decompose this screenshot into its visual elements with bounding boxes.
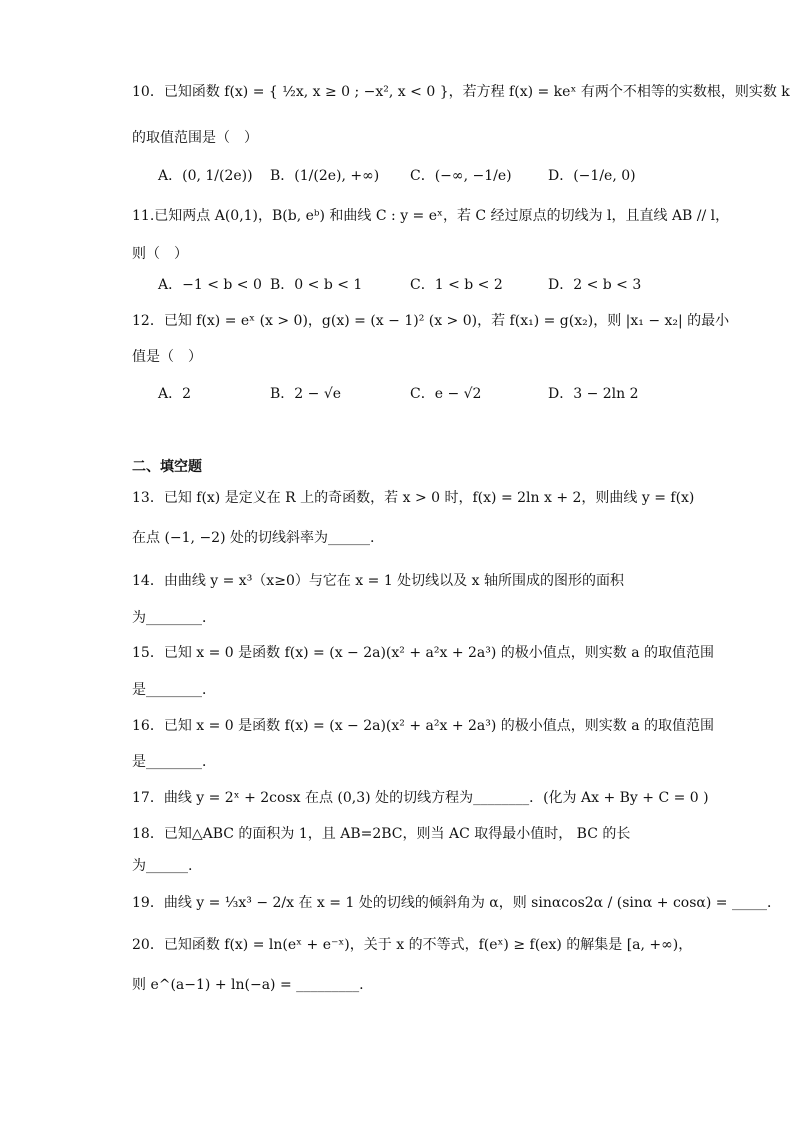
q10-option-a: A．(0, 1/(2e)) bbox=[158, 168, 253, 184]
q19-stem: 19．曲线 y = ⅓x³ − 2/x 在 x = 1 处的切线的倾斜角为 α，则 sinαcos2α / (sinα + cosα) = _____． bbox=[132, 895, 781, 911]
q13-stem: 13．已知 f(x) 是定义在 R 上的奇函数，若 x > 0 时，f(x) = 2ln x + 2，则曲线 y = f(x) bbox=[132, 490, 695, 506]
q14-stem-cont: 为________． bbox=[132, 610, 216, 626]
q15-stem-cont: 是________． bbox=[132, 682, 216, 698]
section-title: 二、填空题 bbox=[132, 459, 202, 475]
q18-stem-cont: 为______. bbox=[132, 858, 193, 874]
q10-option-d: D．(−1/e, 0) bbox=[548, 168, 636, 184]
q11-stem: 11.已知两点 A(0,1)，B(b, eᵇ) 和曲线 C : y = eˣ，若 C 经过原点的切线为 l，且直线 AB // l， bbox=[132, 208, 730, 224]
q20-stem-cont: 则 e^(a−1) + ln(−a) = _________. bbox=[132, 977, 364, 993]
q12-option-a: A．2 bbox=[158, 386, 192, 402]
q12-stem: 12．已知 f(x) = eˣ (x > 0)，g(x) = (x − 1)² (x > 0)，若 f(x₁) = g(x₂)，则 |x₁ − x₂| 的最小 bbox=[132, 313, 730, 329]
q12-option-b: B．2 − √e bbox=[270, 386, 342, 402]
q15-stem: 15．已知 x = 0 是函数 f(x) = (x − 2a)(x² + a²x + 2a³) 的极小值点，则实数 a 的取值范围 bbox=[132, 645, 715, 661]
q14-stem: 14．由曲线 y = x³（x≥0）与它在 x = 1 处切线以及 x 轴所围成的图形的面积 bbox=[132, 573, 624, 589]
q18-stem: 18．已知△ABC 的面积为 1，且 AB=2BC，则当 AC 取得最小值时， BC 的长 bbox=[132, 826, 631, 842]
q12-option-c: C．e − √2 bbox=[410, 386, 482, 402]
q11-option-c: C．1 < b < 2 bbox=[410, 277, 503, 293]
q12-stem-cont: 值是（ ） bbox=[132, 349, 202, 365]
q10-option-c: C．(−∞, −1/e) bbox=[410, 168, 512, 184]
q17-stem: 17．曲线 y = 2ˣ + 2cosx 在点 (0,3) 处的切线方程为________．(化为 Ax + By + C = 0 ) bbox=[132, 790, 709, 806]
q12-option-d: D．3 − 2ln 2 bbox=[548, 386, 639, 402]
q16-stem-cont: 是________． bbox=[132, 754, 216, 770]
q13-stem-cont: 在点 (−1, −2) 处的切线斜率为______. bbox=[132, 530, 375, 546]
q10-stem: 10．已知函数 f(x) = { ½x, x ≥ 0 ; −x², x < 0 }，若方程 f(x) = keˣ 有两个不相等的实数根，则实数 k bbox=[132, 84, 790, 100]
q11-option-a: A．−1 < b < 0 bbox=[158, 277, 262, 293]
q11-stem-cont: 则（ ） bbox=[132, 246, 188, 262]
q16-stem: 16．已知 x = 0 是函数 f(x) = (x − 2a)(x² + a²x + 2a³) 的极小值点，则实数 a 的取值范围 bbox=[132, 718, 715, 734]
q10-option-b: B．(1/(2e), +∞) bbox=[270, 168, 380, 184]
q20-stem: 20．已知函数 f(x) = ln(eˣ + e⁻ˣ)，关于 x 的不等式，f(eˣ) ≥ f(ex) 的解集是 [a, +∞)， bbox=[132, 937, 693, 953]
q11-option-b: B．0 < b < 1 bbox=[270, 277, 363, 293]
q10-stem-cont: 的取值范围是（ ） bbox=[132, 130, 258, 146]
q11-option-d: D．2 < b < 3 bbox=[548, 277, 642, 293]
